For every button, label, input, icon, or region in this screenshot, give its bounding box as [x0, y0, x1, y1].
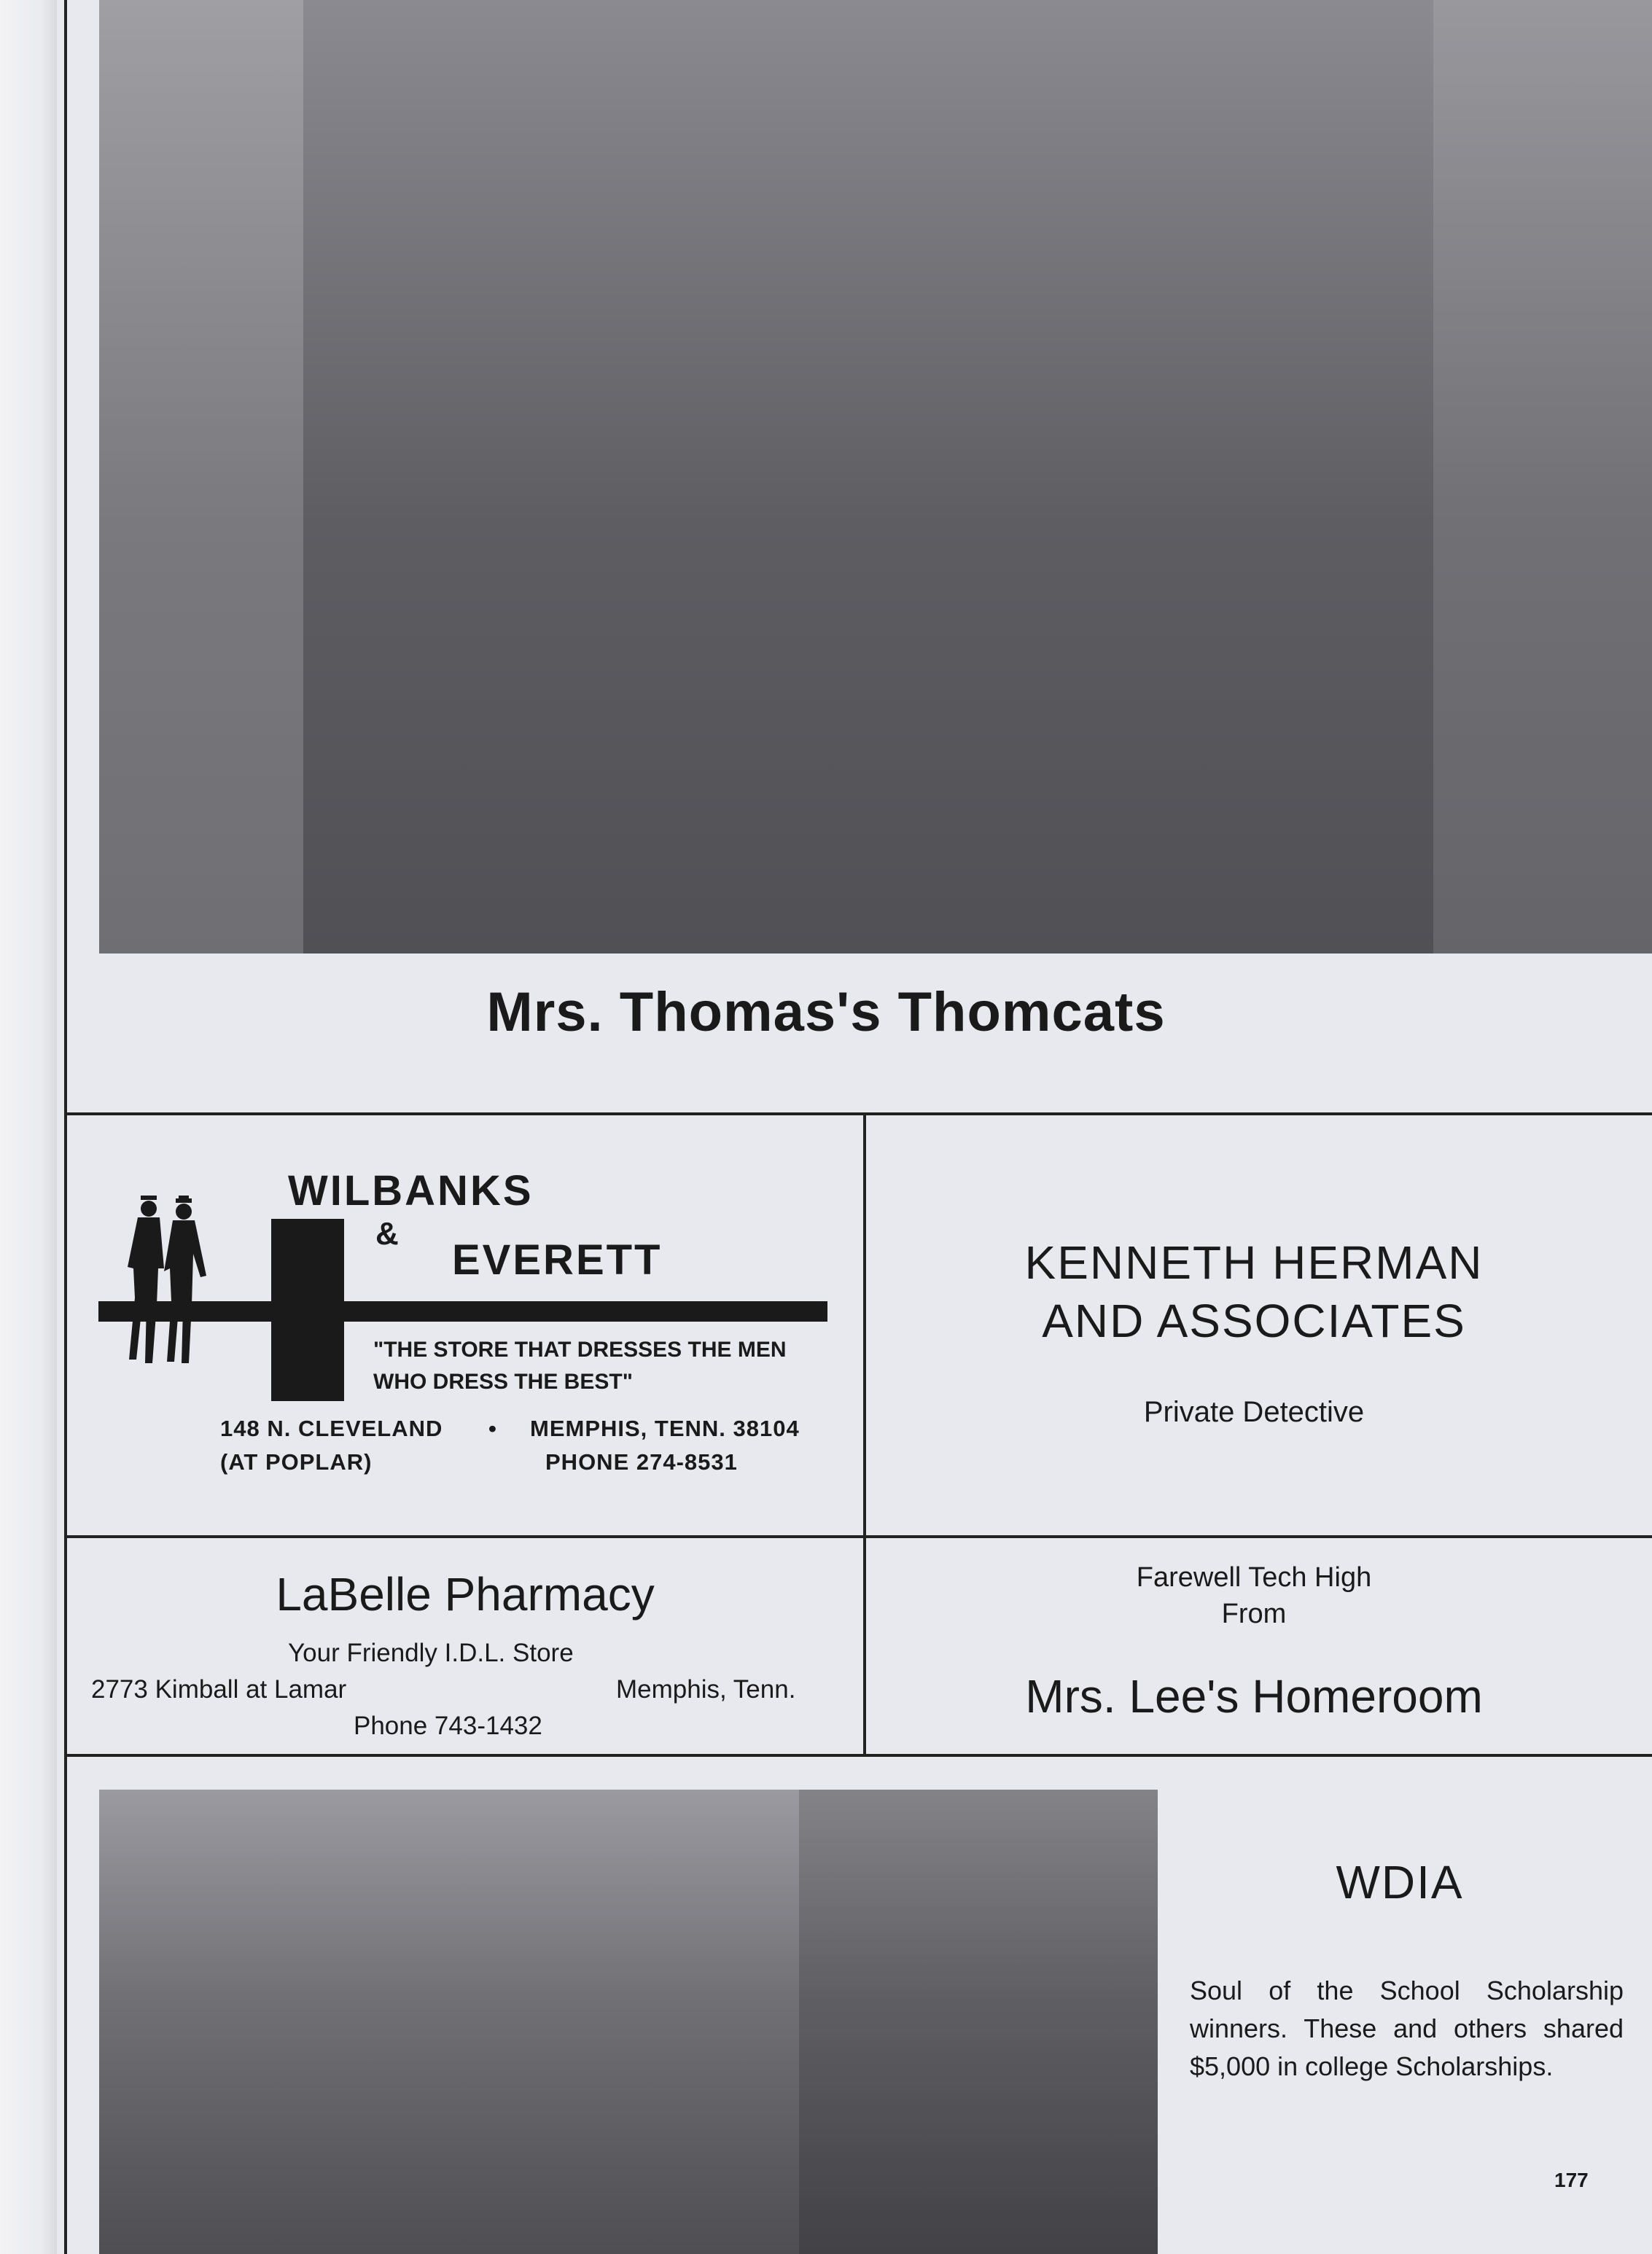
column-divider [863, 1112, 866, 1757]
wilbanks-phone: PHONE 274-8531 [545, 1449, 738, 1475]
homeroom-title: Mrs. Lee's Homeroom [1025, 1670, 1483, 1723]
section-divider [64, 1754, 1652, 1757]
sign-bar-graphic [98, 1301, 827, 1322]
labelle-phone: Phone 743-1432 [354, 1712, 542, 1740]
bullet-separator: • [488, 1416, 497, 1441]
wdia-scholarship-photo [99, 1790, 1158, 2254]
section-divider [64, 1112, 1652, 1115]
class-group-photo [99, 0, 1652, 954]
wilbanks-cross-street: (AT POPLAR) [220, 1449, 373, 1475]
from-label: From [1221, 1599, 1287, 1629]
associates-line: AND ASSOCIATES [1042, 1295, 1466, 1347]
wdia-title: WDIA [1336, 1856, 1464, 1908]
class-photo-caption: Mrs. Thomas's Thomcats [486, 981, 1166, 1043]
slogan-line: "THE STORE THAT DRESSES THE MEN [373, 1338, 787, 1362]
page-number: 177 [1554, 2169, 1589, 2191]
labelle-tagline: Your Friendly I.D.L. Store [288, 1639, 574, 1667]
wilbanks-slogan [373, 1334, 787, 1398]
wilbanks-city: MEMPHIS, TENN. 38104 [530, 1416, 800, 1441]
kenneth-herman-name: KENNETH HERMAN [1024, 1236, 1484, 1289]
everett-name: EVERETT [452, 1236, 663, 1284]
labelle-city: Memphis, Tenn. [616, 1675, 796, 1704]
wilbanks-address: 148 N. CLEVELAND [220, 1416, 443, 1441]
left-vertical-rule [64, 0, 67, 2254]
section-divider [64, 1535, 1652, 1538]
wdia-caption: Soul of the School Scholarship winners. These and others shared $5,000 in college Scholarships. [1190, 1976, 1624, 2081]
labelle-address: 2773 Kimball at Lamar [91, 1675, 347, 1704]
page-left-margin [0, 0, 57, 2254]
wilbanks-name: WILBANKS [288, 1167, 534, 1214]
labelle-name: LaBelle Pharmacy [276, 1568, 655, 1621]
wilbanks-ampersand: & [375, 1216, 399, 1252]
private-detective-label: Private Detective [1143, 1396, 1365, 1428]
two-men-silhouette-icon [113, 1196, 222, 1363]
slogan-line: WHO DRESS THE BEST" [373, 1370, 633, 1394]
school-name: Farewell Tech High [1136, 1562, 1372, 1593]
